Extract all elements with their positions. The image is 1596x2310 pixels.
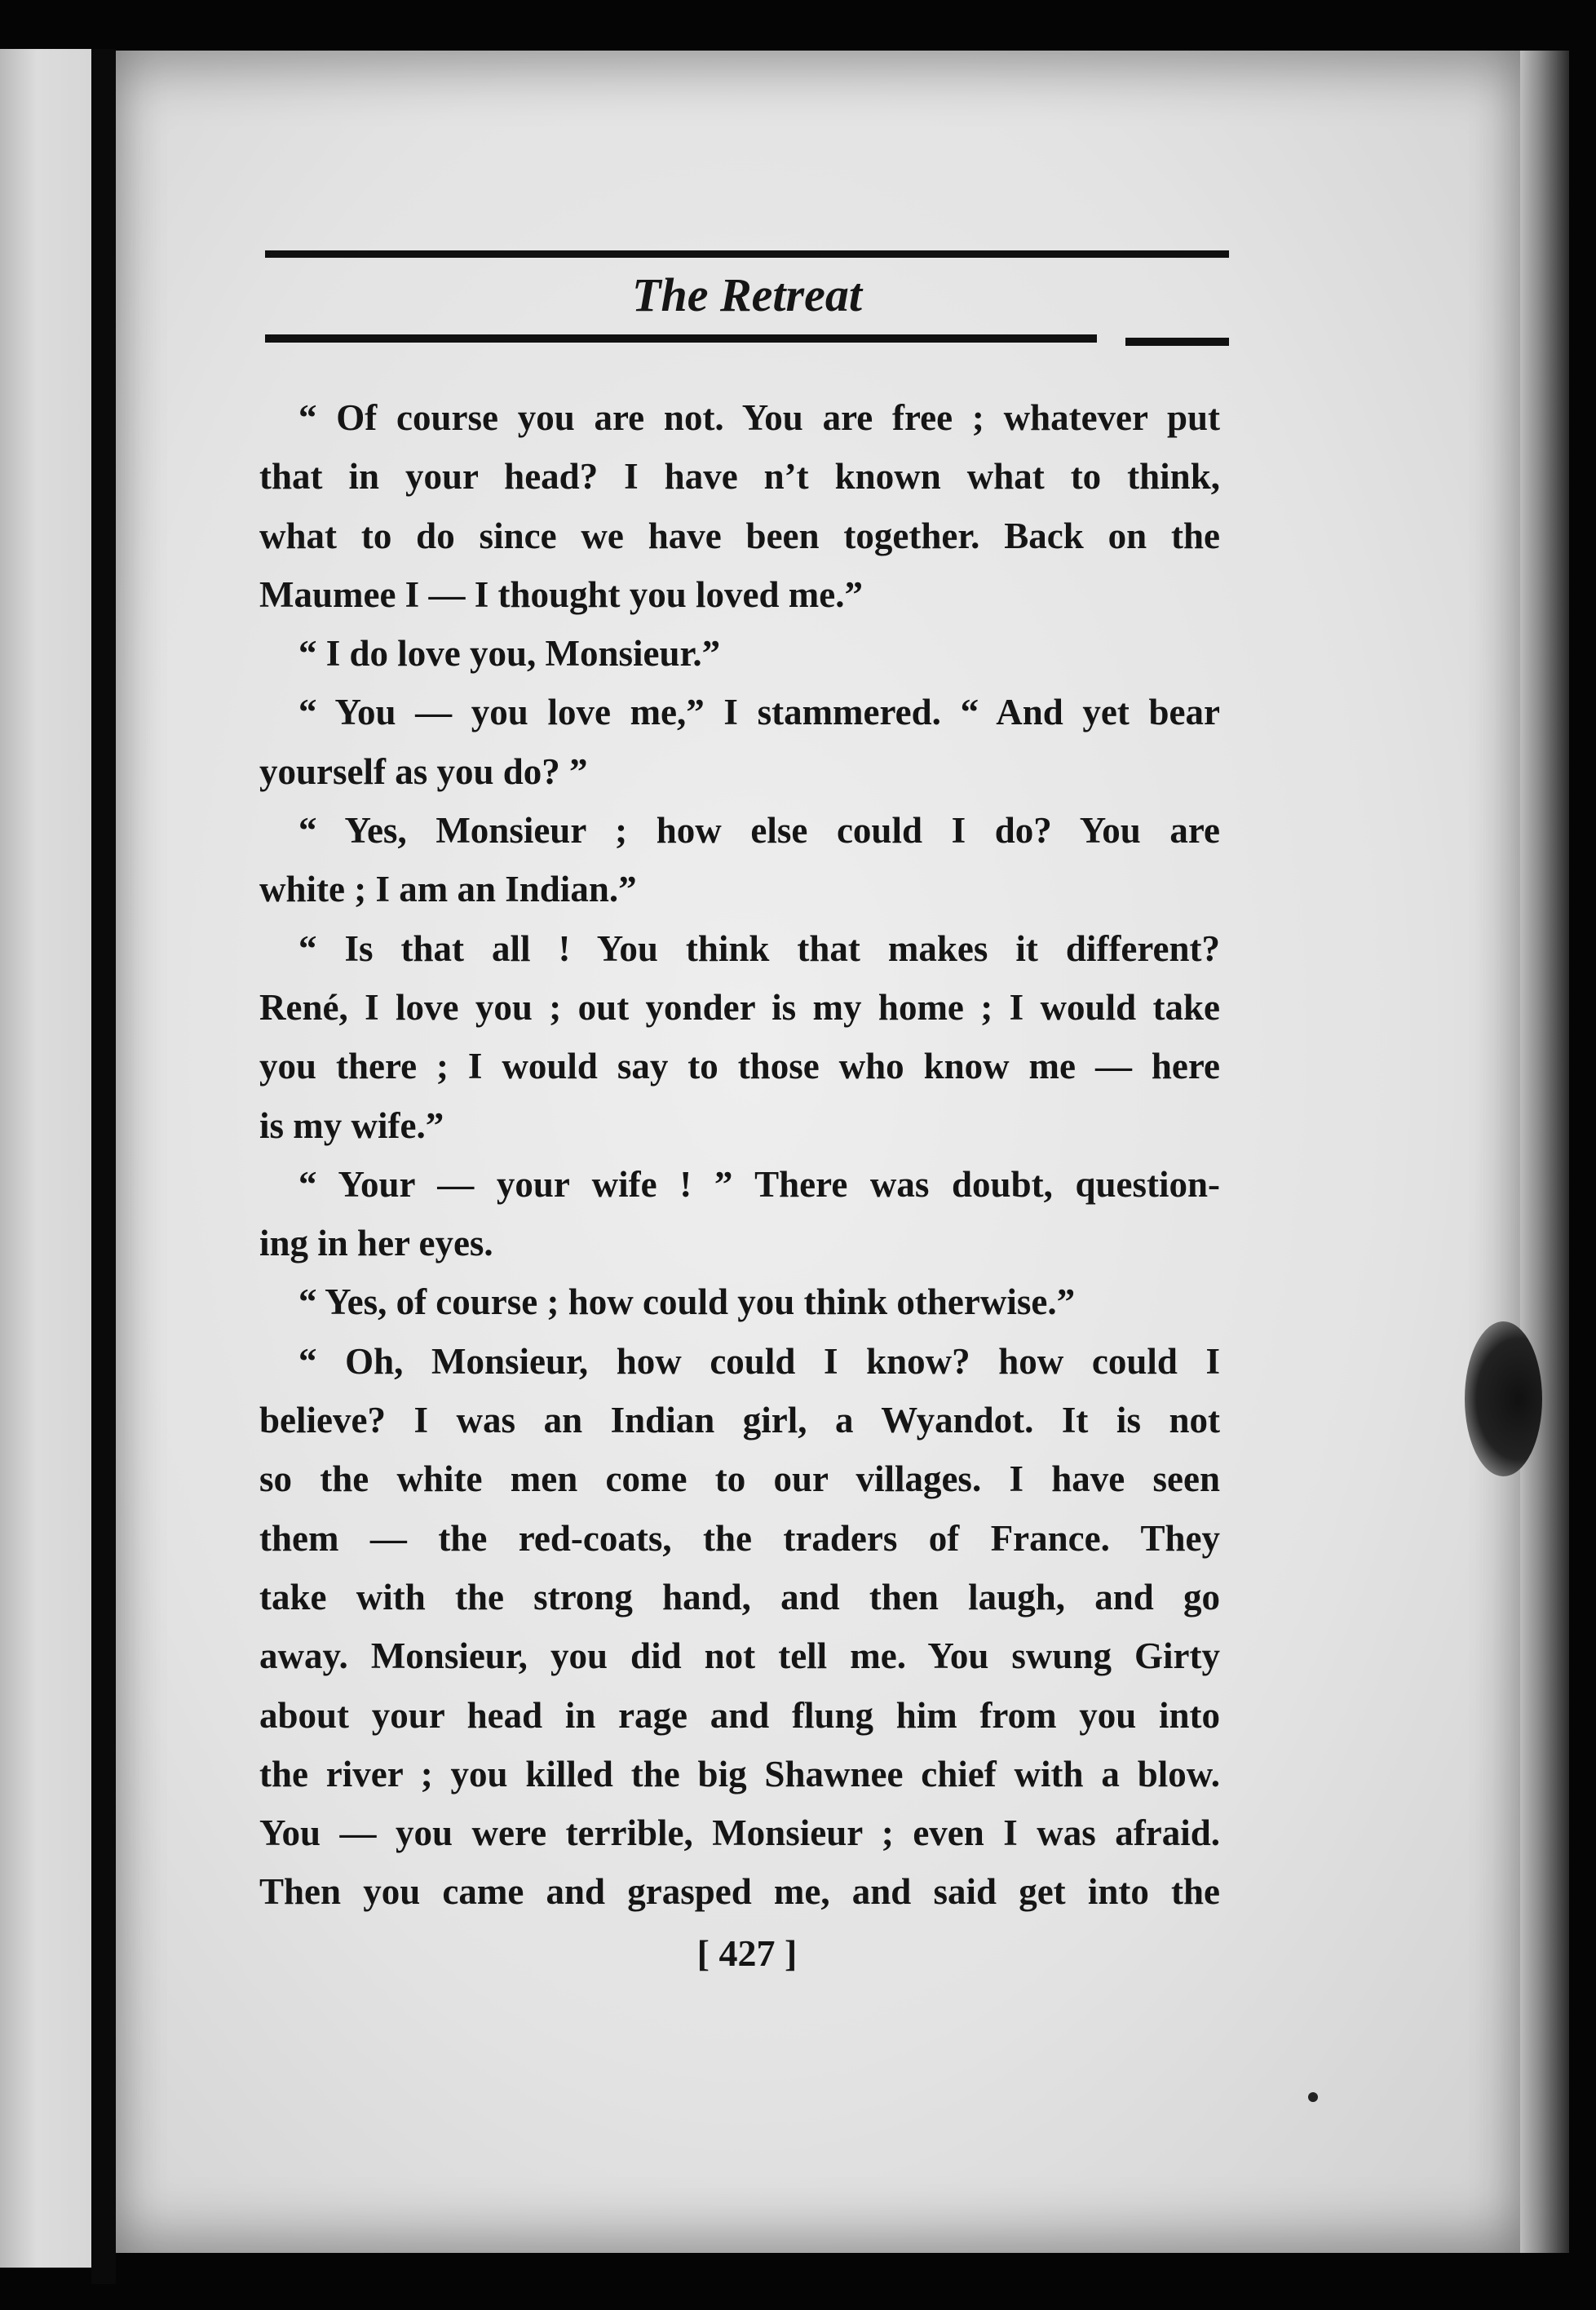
facing-page-edge <box>0 49 91 2268</box>
text-line: yourself as you do? ” <box>259 750 588 792</box>
text-line: Maumee I — I thought you loved me.” <box>259 573 863 615</box>
text-line: Then you came and grasped me, and said get into the <box>259 1871 1220 1913</box>
ink-speck <box>1308 2092 1318 2102</box>
text-line: the river ; you killed the big Shawnee chief with a blow. <box>259 1753 1220 1794</box>
text-line: “ You — you love me,” I stammered. “ And yet bear <box>298 692 1220 733</box>
body-text <box>259 388 1220 1922</box>
text-line: “ Of course you are not. You are free ; whatever put <box>298 397 1220 438</box>
header-rule-bottom <box>265 334 1097 343</box>
header-rule-bottom-short <box>1125 338 1229 346</box>
text-line: “ I do love you, Monsieur.” <box>298 633 721 675</box>
text-line: that in your head? I have n’t known what to think, <box>259 456 1220 498</box>
ink-blot <box>1465 1321 1542 1476</box>
page-number: [ 427 ] <box>696 1932 798 1974</box>
text-line: them — the red-coats, the traders of France. They <box>259 1517 1220 1559</box>
book-gutter <box>91 49 116 2284</box>
text-line: so the white men come to our villages. I have seen <box>259 1458 1220 1500</box>
running-head: The Retreat <box>632 268 862 321</box>
text-line: away. Monsieur, you did not tell me. You swung Girty <box>259 1635 1220 1677</box>
text-line: You — you were terrible, Monsieur ; even I was afraid. <box>259 1812 1220 1854</box>
text-line: believe? I was an Indian girl, a Wyandot. It is not <box>259 1400 1220 1441</box>
text-line: ing in her eyes. <box>259 1223 493 1264</box>
text-line: “ Is that all ! You think that makes it different? <box>298 927 1220 969</box>
header-rule-top <box>265 250 1229 258</box>
text-line: “ Oh, Monsieur, how could I know? how could I <box>298 1340 1220 1382</box>
page-right-edge <box>1520 51 1569 2253</box>
text-line: what to do since we have been together. Back on the <box>259 515 1220 556</box>
text-line: about your head in rage and flung him from you into <box>259 1694 1220 1736</box>
text-line: “ Yes, Monsieur ; how else could I do? You are <box>298 810 1220 852</box>
text-line: white ; I am an Indian.” <box>259 869 637 910</box>
text-line: “ Your — your wife ! ” There was doubt, question- <box>298 1163 1220 1205</box>
text-line: you there ; I would say to those who know me — here <box>259 1046 1220 1087</box>
text-line: is my wife.” <box>259 1104 444 1146</box>
text-line: “ Yes, of course ; how could you think otherwise.” <box>298 1281 1076 1323</box>
text-line: take with the strong hand, and then laugh, and go <box>259 1576 1220 1617</box>
text-line: René, I love you ; out yonder is my home ; I would take <box>259 986 1220 1028</box>
